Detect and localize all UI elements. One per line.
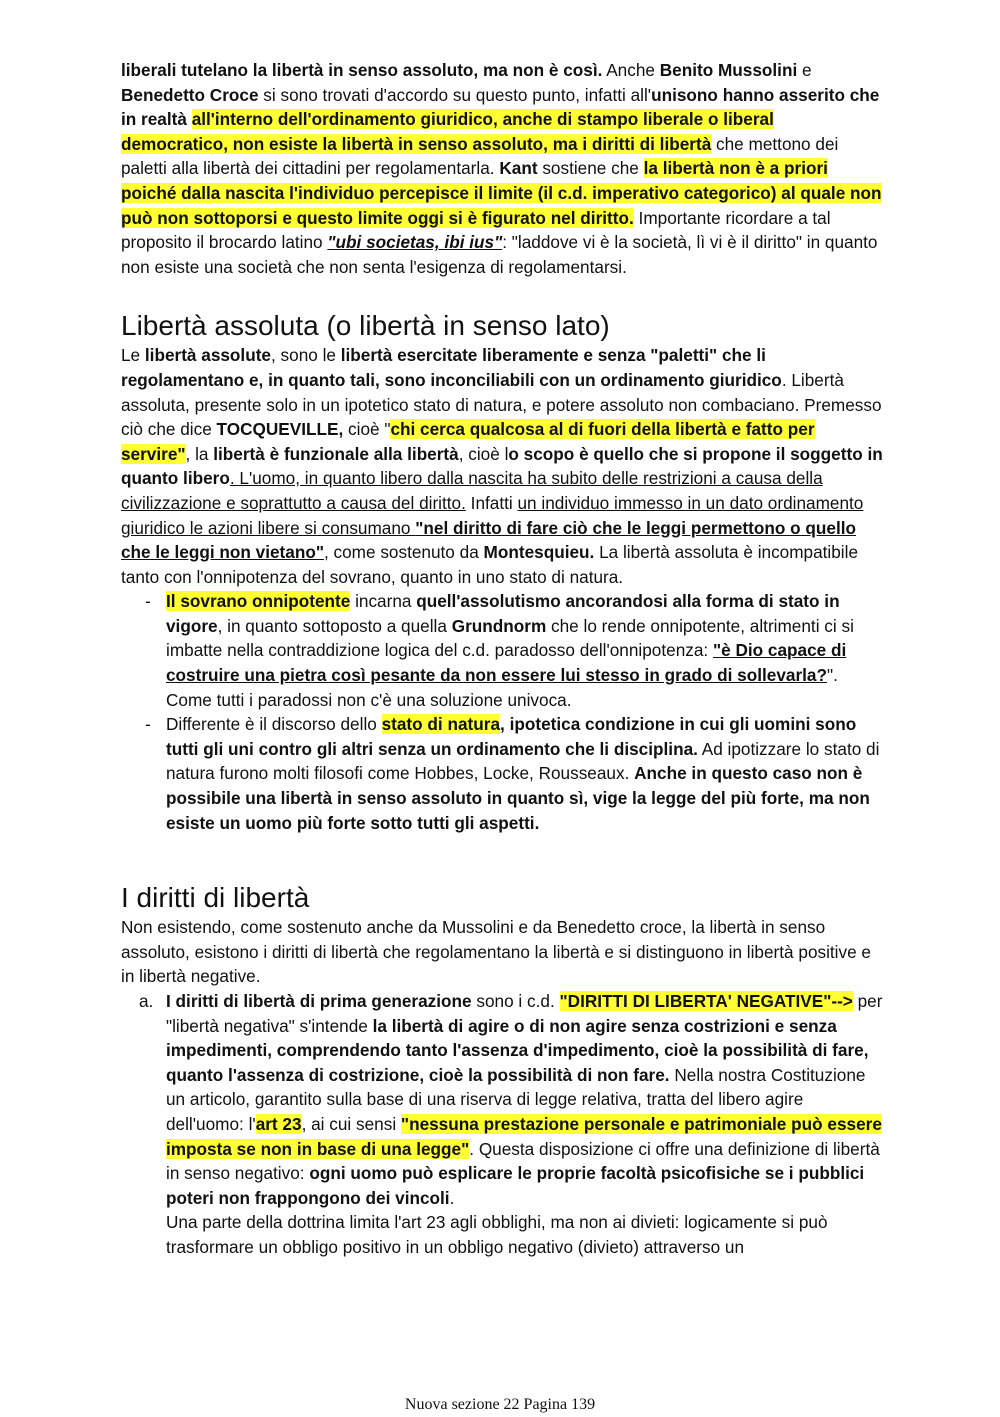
paragraph-liberta-assoluta [121,343,883,589]
text-span: . Questa disposizione ci offre una definizione di libertà in senso negativo: [166,1138,880,1184]
list-marker: a. [139,991,154,1011]
highlighted-text: art 23 [255,1113,302,1134]
text-span: . Libertà assoluta, presente solo in un ipotetico stato di natura, e potere assoluto non combaciano. Premesso ciò che dice [121,369,882,440]
highlighted-text: all'interno dell'ordinamento giuridico, anche di stampo liberale o liberal democratico, non esiste la libertà in senso assoluto, ma i diritti di libertà [121,109,774,154]
text-span: libertà è funzionale alla libertà [213,443,459,464]
text-span: o scopo è quello che si propone il soggetto in quanto libero [121,443,883,489]
text-span: Importante ricordare a tal proposito il brocardo latino [121,207,831,253]
text-span: Anche [602,60,660,80]
list-marker: - [145,591,151,612]
list-item-text [166,589,883,712]
text-span: Ad ipotizzare lo stato di natura furono molti filosofi come Hobbes, Locke, Rousseaux. [166,738,880,784]
list-item-prima-generazione [121,989,883,1260]
text-span: quell'assolutismo ancorandosi alla forma di stato in vigore [166,591,840,636]
dash-list [121,589,883,835]
text-span: incarna [350,591,417,612]
text-span: che mettono dei paletti alla libertà dei cittadini per regolamentarla. [121,133,839,179]
highlighted-text: "nessuna prestazione personale e patrimoniale può essere imposta se non in base di una legge" [166,1113,882,1159]
text-span: : "laddove vi è la società, lì vi è il diritto" in quanto non esiste una società che non senta l'esigenza di regolamentarsi. [121,232,878,277]
list-item-text [166,712,883,835]
highlighted-text: chi cerca qualcosa al di fuori della libertà e fatto per servire" [121,419,815,464]
latin-maxim: "ubi societas, ibi ius" [327,232,503,253]
highlighted-text: "DIRITTI DI LIBERTA' NEGATIVE"--> [559,991,853,1011]
text-span: , in quanto sottoposto a quella [217,615,452,636]
text-span: , cioè l [458,443,509,464]
highlighted-text: stato di natura [381,714,501,735]
text-span: Anche in questo caso non è possibile una libertà in senso assoluto in quanto sì, vige la legge del più forte, ma non esiste un uomo più forte sotto tutti gli aspetti. [166,763,870,833]
underlined-quote: "nel diritto di fare ciò che le leggi permettono o quello che le leggi non vietano" [121,517,857,563]
paragraph-diritti-intro: Non esistendo, come sostenuto anche da Mussolini e da Benedetto croce, la libertà in senso assoluto, esistono i diritti di libertà che regolamentano la libertà e si distinguono in libertà positive e in libertà negative. [121,917,871,987]
page-footer: Nuova sezione 22 Pagina 139 [404,1396,596,1413]
text-span [187,109,192,129]
text-span: liberali tutelano la libertà in senso assoluto, ma non è così. [121,60,603,80]
text-span: la libertà di agire o di non agire senza costrizioni e senza impedimenti, comprendendo tanto l'assenza d'impedimento, cioè la possibilità di fare, quanto l'assenza di costrizione, cioè la possibilità di non fare. [166,1015,869,1085]
section-heading-diritti-liberta: I diritti di libertà [121,882,310,914]
document-page [121,58,883,1260]
text-span: che lo rende onnipotente, altrimenti ci si imbatte nella contraddizione logica del c.d. paradosso dell'onnipotenza: [166,615,854,661]
section-heading-liberta-assoluta: Libertà assoluta (o libertà in senso lato) [121,310,610,342]
highlighted-text: la libertà non è a priori poiché dalla nascita l'individuo percepisce il limite (il c.d. imperativo categorico) al quale non può non sottoporsi e questo limite oggi si è figurato nel diritto. [121,158,882,228]
text-span: ". Come tutti i paradossi non c'è una soluzione univoca. [166,665,838,710]
text-span: unisono hanno asserito che in realtà [121,84,880,130]
underlined-text: un individuo immesso in un dato ordinamento giuridico le azioni libere si consumano [121,492,864,538]
text-span: La libertà assoluta è incompatibile tanto con l'onnipotenza del sovrano, quanto in uno stato di natura. [121,542,859,587]
list-item-stato-natura [121,712,883,835]
text-span: sono i c.d. [471,991,560,1011]
text-span: Differente è il discorso dello [166,714,382,735]
text-span: Benito Mussolini [659,60,798,80]
text-span: cioè " [343,419,391,440]
text-span: ipotetica condizione in cui gli uomini sono tutti gli uni contro gli altri senza un ordinamento che li disciplina. [166,714,857,759]
text-span: , sono le [271,345,341,366]
text-span: sostiene che [537,158,644,179]
paragraph-intro [121,58,883,279]
underlined-quote: "è Dio capace di costruire una pietra così pesante da non essere lui stesso in grado di sollevarla? [166,640,847,686]
text-span: , come sostenuto da [323,542,484,563]
text-span: Nella nostra Costituzione un articolo, garantito sulla base di una riserva di legge relativa, tratta del libero agire dell'uomo: l' [166,1064,866,1134]
text-span: , la [185,443,214,464]
text-span: si sono trovati d'accordo su questo punto, infatti all' [258,84,652,105]
text-span: e [797,60,812,80]
list-item-text [166,989,883,1210]
text-span: ogni uomo può esplicare le proprie facoltà psicofisiche se i pubblici poteri non frappongono dei vincoli [166,1163,865,1208]
text-span: Grundnorm [451,615,547,636]
text-span: per "libertà negativa" s'intende [166,991,883,1036]
text-span: Infatti [465,492,518,513]
text-span: Benedetto Croce [121,84,259,105]
text-span: libertà esercitate liberamente e senza "paletti" che li regolamentano e, in quanto tali, sono inconciliabili con un ordinamento giuridico [121,345,782,390]
text-span: Kant [499,158,538,179]
text-span: . [449,1187,455,1208]
alpha-list [121,989,883,1260]
highlighted-text: Il sovrano onnipotente [166,591,351,612]
text-span: libertà assolute [144,345,271,366]
text-span: I diritti di libertà di prima generazione [166,991,472,1011]
underlined-text: . L'uomo, in quanto libero dalla nascita ha subito delle restrizioni a causa della civilizzazione e soprattutto a causa del diritto. [121,468,823,513]
text-span: TOCQUEVILLE, [216,419,344,440]
list-item-continuation: Una parte della dottrina limita l'art 23 agli obblighi, ma non ai divieti: logicamente si può trasformare un obbligo positivo in un obbligo negativo (divieto) attraverso un [166,1212,828,1257]
list-marker: - [145,714,151,735]
text-span: , [500,714,510,735]
text-span: Montesquieu. [483,542,595,563]
text-span: Le [121,345,145,366]
list-item-sovrano [121,589,883,712]
text-span: , ai cui sensi [301,1113,401,1134]
